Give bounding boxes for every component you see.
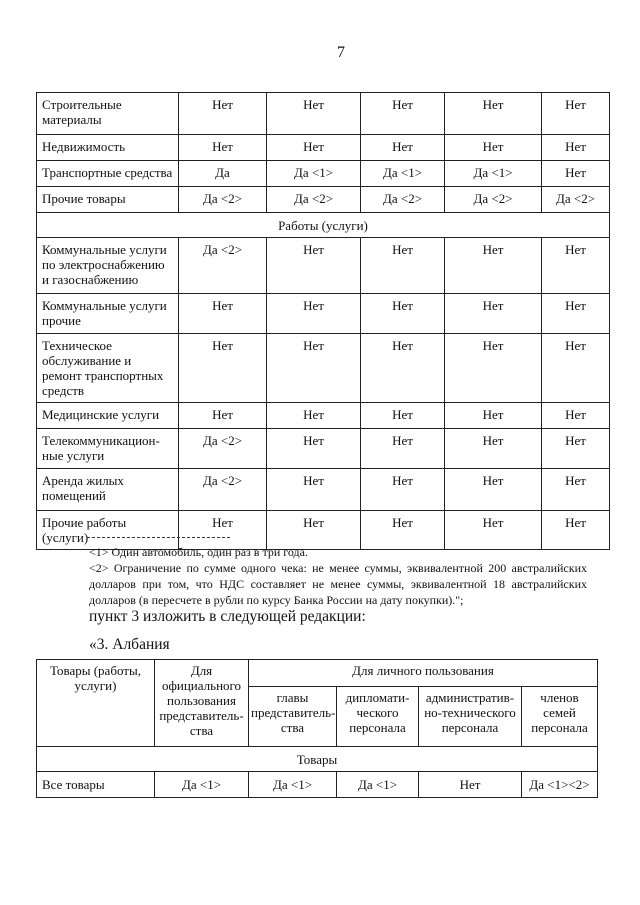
cell-value: Нет — [445, 403, 542, 429]
header-personal-use: Для личного пользования — [249, 660, 598, 687]
cell-value: Нет — [179, 403, 267, 429]
row-label: Недвижимость — [37, 135, 179, 161]
table-row — [37, 294, 610, 334]
cell-value: Да — [179, 161, 267, 187]
cell-value: Да <2> — [445, 187, 542, 213]
table-row — [37, 93, 610, 135]
table-row — [37, 429, 610, 469]
cell-value: Нет — [361, 238, 445, 294]
cell-value: Нет — [179, 334, 267, 403]
cell-value: Нет — [445, 238, 542, 294]
cell-value: Да <2> — [267, 187, 361, 213]
cell-value: Нет — [267, 294, 361, 334]
cell-value: Да <1><2> — [522, 772, 598, 798]
cell-value: Да <2> — [179, 469, 267, 511]
cell-value: Нет — [361, 135, 445, 161]
row-label: Аренда жилых помещений — [37, 469, 179, 511]
table-row — [37, 403, 610, 429]
table-row — [37, 213, 610, 238]
cell-value: Нет — [542, 511, 610, 550]
cell-value: Нет — [445, 334, 542, 403]
row-label: Транспортные средства — [37, 161, 179, 187]
cell-value: Нет — [542, 334, 610, 403]
section-title-services: Работы (услуги) — [37, 213, 610, 238]
cell-value: Нет — [445, 511, 542, 550]
cell-value: Нет — [542, 238, 610, 294]
row-label: Строительные материалы — [37, 93, 179, 135]
cell-value: Нет — [361, 403, 445, 429]
cell-value: Нет — [445, 294, 542, 334]
cell-value: Нет — [361, 93, 445, 135]
cell-value: Нет — [267, 238, 361, 294]
cell-value: Нет — [542, 403, 610, 429]
table1-goods-rows — [37, 93, 610, 213]
row-label: Все товары — [37, 772, 155, 798]
cell-value: Нет — [179, 511, 267, 550]
table-row — [37, 747, 598, 772]
cell-value: Нет — [445, 93, 542, 135]
table1-services-rows — [37, 238, 610, 550]
cell-value: Нет — [542, 294, 610, 334]
row-label: Техническое обслуживание и ремонт транспортных средств — [37, 334, 179, 403]
cell-value: Да <1> — [155, 772, 249, 798]
cell-value: Да <1> — [249, 772, 337, 798]
cell-value: Нет — [361, 511, 445, 550]
cell-value: Нет — [542, 161, 610, 187]
row-label: Коммунальные услуги прочие — [37, 294, 179, 334]
table-albania — [36, 659, 598, 798]
footnote-1: <1> Один автомобиль, один раз в три года. — [89, 545, 308, 559]
table-row — [37, 772, 598, 798]
row-label: Телекоммуникацион-ные услуги — [37, 429, 179, 469]
cell-value: Да <1> — [361, 161, 445, 187]
cell-value: Да <1> — [267, 161, 361, 187]
table-row — [37, 660, 598, 687]
cell-value: Нет — [267, 93, 361, 135]
cell-value: Нет — [445, 135, 542, 161]
row-label: Медицинские услуги — [37, 403, 179, 429]
table-row — [37, 135, 610, 161]
subheader-admin-staff: административ-но-технического персонала — [419, 687, 522, 747]
cell-value: Нет — [267, 429, 361, 469]
cell-value: Нет — [445, 469, 542, 511]
cell-value: Нет — [267, 511, 361, 550]
cell-value: Нет — [361, 294, 445, 334]
table-allowances-part1 — [36, 92, 610, 550]
row-label: Коммунальные услуги по электроснабжению и газоснабжению — [37, 238, 179, 294]
cell-value: Нет — [267, 135, 361, 161]
cell-value: Нет — [542, 469, 610, 511]
cell-value: Нет — [361, 429, 445, 469]
header-goods: Товары (работы, услуги) — [37, 660, 155, 747]
table-row — [37, 161, 610, 187]
section-title-goods: Товары — [37, 747, 598, 772]
cell-value: Нет — [179, 93, 267, 135]
footnote-2: <2> Ограничение по сумме одного чека: не менее суммы, эквивалентной 200 австралийских долларов при том, что НДС составляет не менее суммы, эквивалентной 18 австралийских долларов (в пересчете в рубли по курсу Банка России на дату покупки)."; — [89, 561, 587, 607]
cell-value: Нет — [542, 135, 610, 161]
cell-value: Да <2> — [179, 187, 267, 213]
cell-value: Да <2> — [542, 187, 610, 213]
amendment-paragraph: пункт 3 изложить в следующей редакции: — [89, 608, 366, 625]
cell-value: Нет — [542, 429, 610, 469]
subheader-family-members: членов семей персонала — [522, 687, 598, 747]
footnote-separator — [87, 537, 230, 538]
table1-section — [37, 213, 610, 238]
table-row — [37, 238, 610, 294]
cell-value: Да <1> — [337, 772, 419, 798]
cell-value: Нет — [419, 772, 522, 798]
table-row — [37, 187, 610, 213]
cell-value: Да <1> — [445, 161, 542, 187]
subheader-diplomatic-staff: дипломати-ческого персонала — [337, 687, 419, 747]
table-row — [37, 469, 610, 511]
header-official-use: Для официального пользования представитель-ства — [155, 660, 249, 747]
cell-value: Нет — [361, 469, 445, 511]
subheader-head-of-mission: главы представитель-ства — [249, 687, 337, 747]
cell-value: Нет — [267, 403, 361, 429]
row-label: Прочие работы (услуги) — [37, 511, 179, 550]
cell-value: Нет — [445, 429, 542, 469]
cell-value: Нет — [267, 334, 361, 403]
cell-value: Нет — [179, 135, 267, 161]
table-row — [37, 334, 610, 403]
cell-value: Да <2> — [179, 238, 267, 294]
cell-value: Нет — [267, 469, 361, 511]
cell-value: Да <2> — [179, 429, 267, 469]
cell-value: Нет — [179, 294, 267, 334]
row-label: Прочие товары — [37, 187, 179, 213]
cell-value: Нет — [542, 93, 610, 135]
cell-value: Да <2> — [361, 187, 445, 213]
page-number: 7 — [337, 44, 345, 61]
section-heading: «3. Албания — [89, 636, 170, 653]
cell-value: Нет — [361, 334, 445, 403]
